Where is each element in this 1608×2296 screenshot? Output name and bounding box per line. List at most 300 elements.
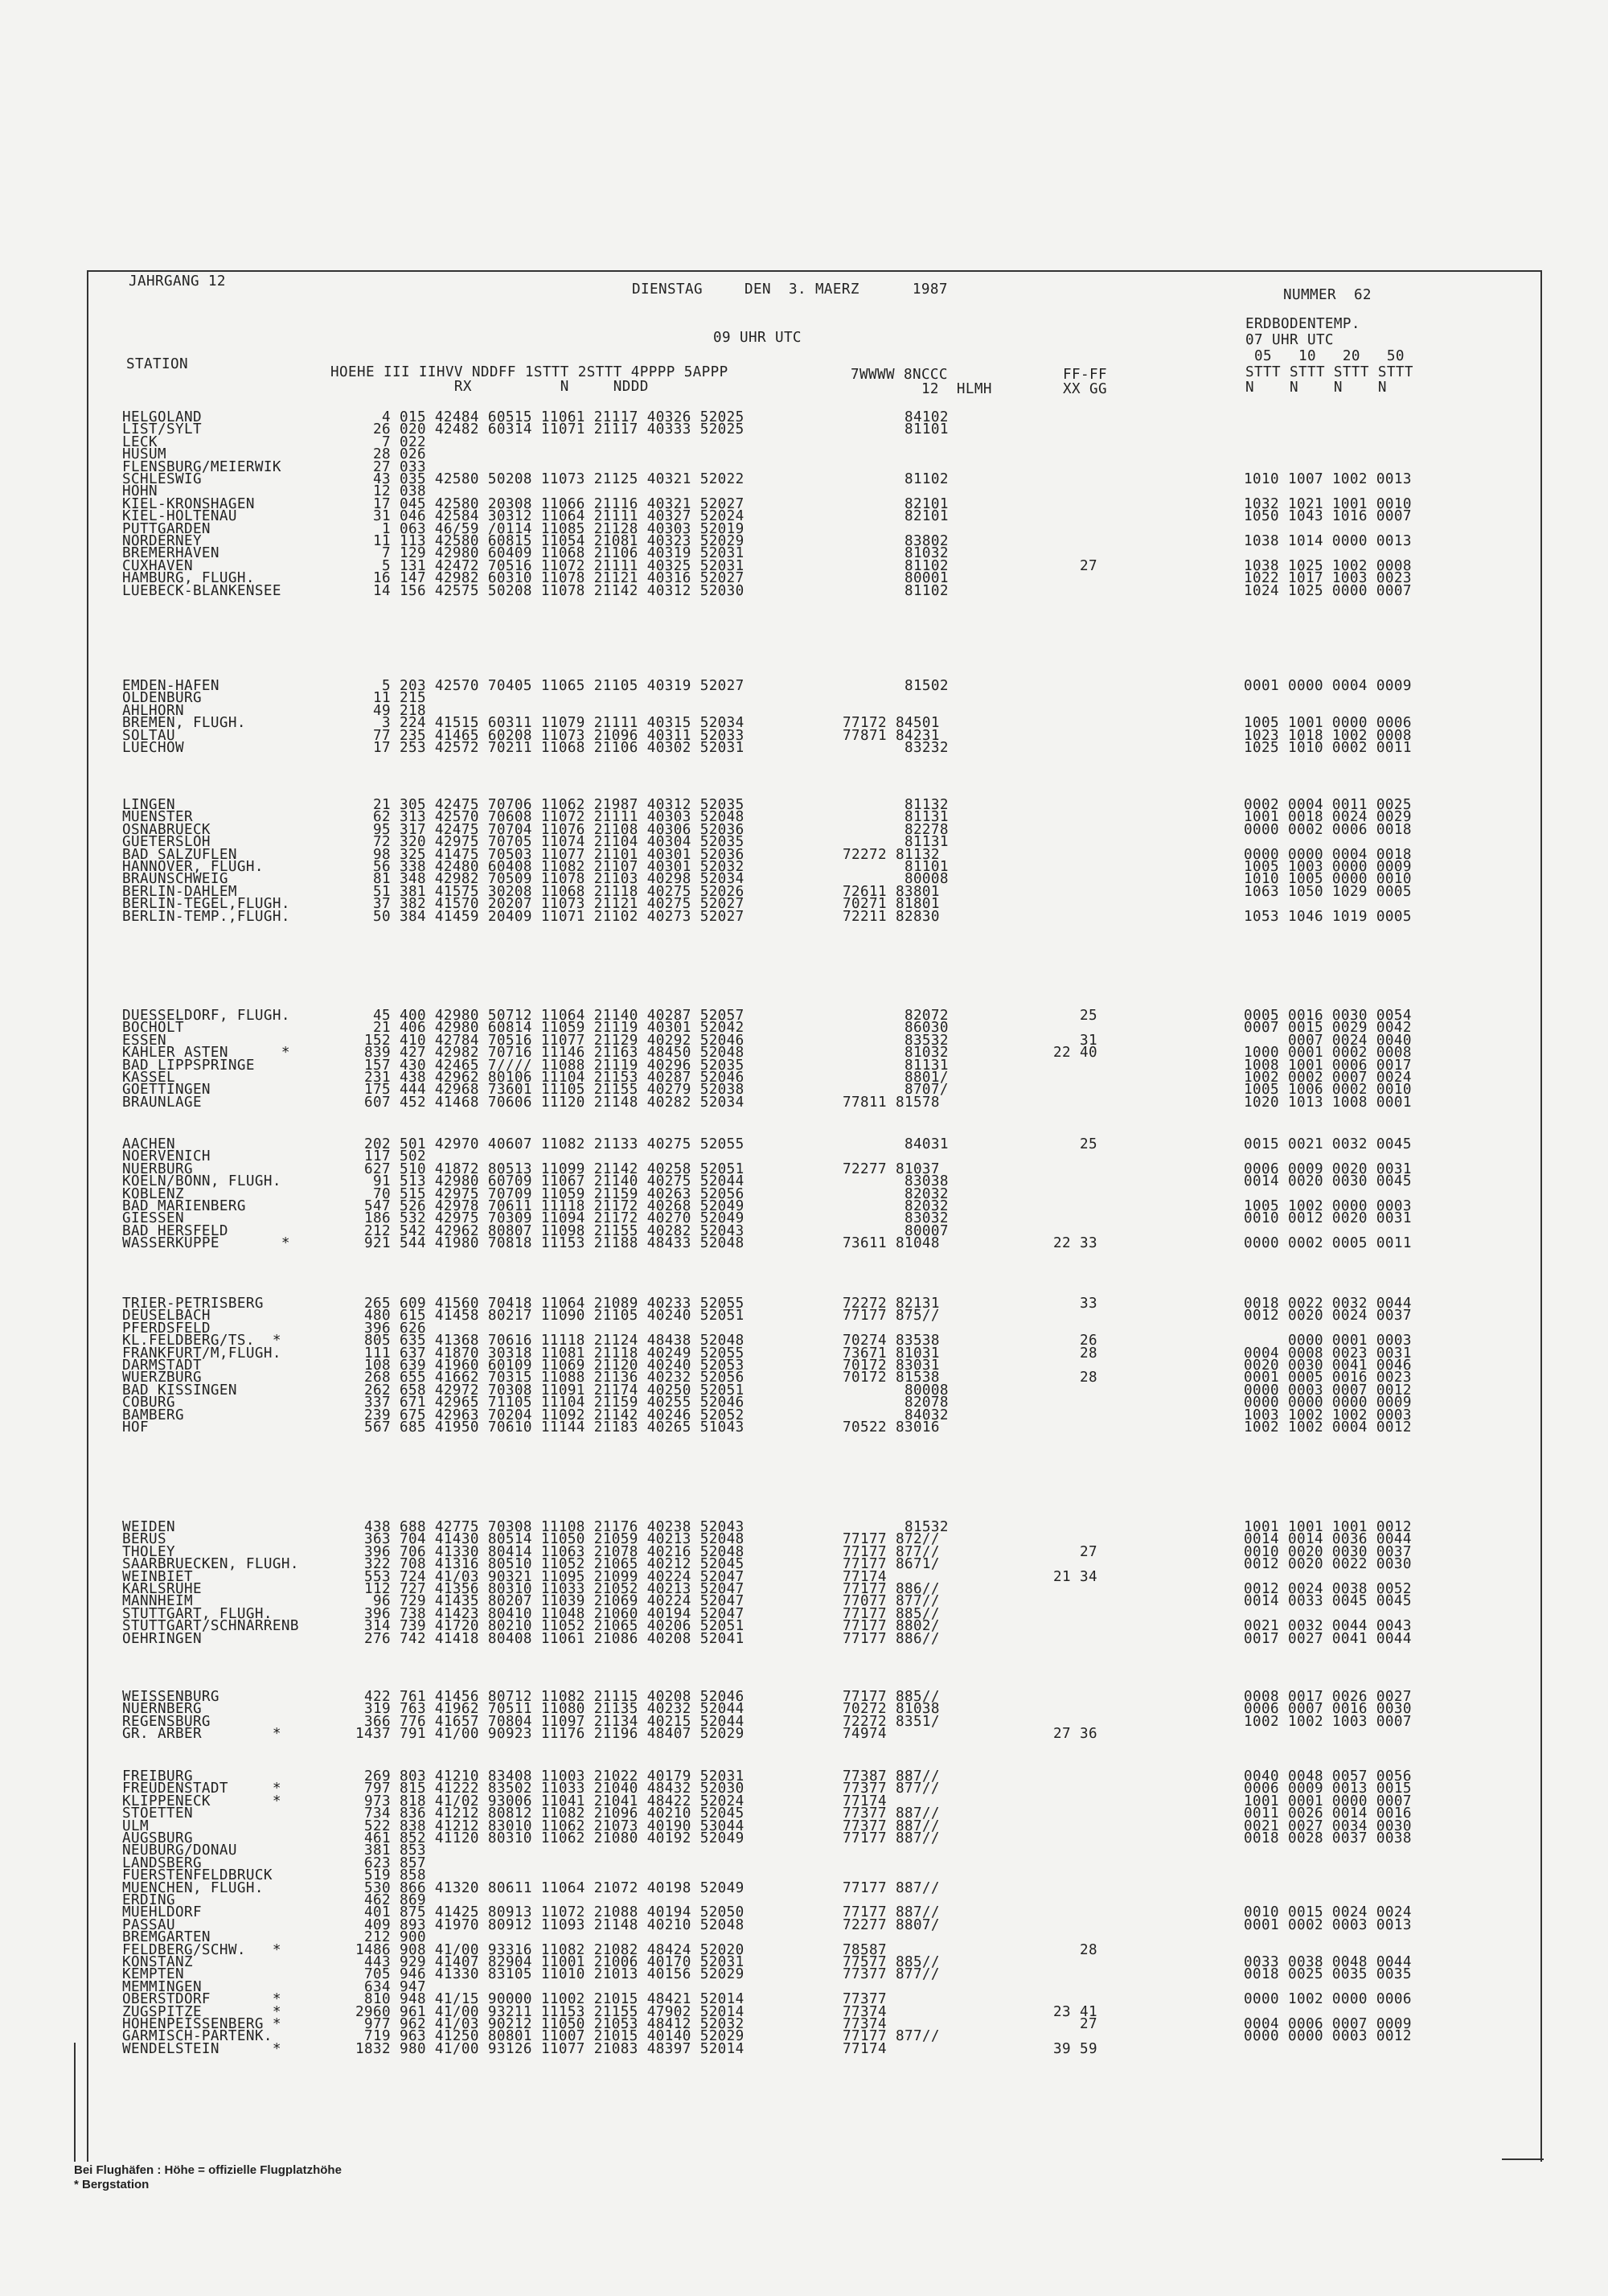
station-data: 705 946 41330 83105 11010 21013 40156 52029 xyxy=(355,1966,745,1982)
station-data: 4 015 42484 60515 11061 21117 40326 52025 xyxy=(355,409,745,425)
synop-group: 77177 887// xyxy=(843,1880,940,1896)
station-name: GARMISCH-PARTENK. xyxy=(122,2028,273,2044)
station-data: 202 501 42970 40607 11082 21133 40275 52055 xyxy=(355,1136,745,1152)
wind-column-header: FF-FF xyxy=(1063,367,1107,383)
soil-temperatures: 0012 0024 0038 0052 xyxy=(1244,1581,1412,1597)
station-name: STUTTGART/SCHNARRENB xyxy=(122,1618,299,1634)
station-data: 7 129 42980 60409 11068 21106 40319 52031 xyxy=(355,545,745,561)
synop-group: 77177 877// xyxy=(843,1544,940,1560)
synop-group: 81502 xyxy=(843,678,949,694)
station-column-header: STATION xyxy=(126,356,188,372)
station-data: 31 046 42584 30312 11064 21111 40327 52024 xyxy=(355,508,745,524)
station-data: 45 400 42980 50712 11064 21140 40287 52057 xyxy=(355,1008,745,1024)
synop-group: 77177 8802/ xyxy=(843,1618,940,1634)
synop-group: 77377 887// xyxy=(843,1818,940,1834)
soil-temperatures: 0000 0002 0006 0018 xyxy=(1244,822,1412,838)
synop-group: 77172 84501 xyxy=(843,715,940,731)
station-name: BOCHOLT xyxy=(122,1020,184,1036)
station-data: 797 815 41222 83502 11033 21040 48432 52030 xyxy=(355,1781,745,1797)
soil-temperatures: 0000 0000 0003 0012 xyxy=(1244,2028,1412,2044)
synop-group: 77377 877// xyxy=(843,1966,940,1982)
synop-group: 81131 xyxy=(843,1058,949,1074)
station-data: 547 526 42978 70611 11118 21172 40268 52049 xyxy=(355,1198,745,1214)
station-data: 21 305 42475 70706 11062 21987 40312 52035 xyxy=(355,797,745,813)
station-name: WENDELSTEIN * xyxy=(122,2041,281,2057)
station-name: HELGOLAND xyxy=(122,409,202,425)
station-data: 26 020 42482 60314 11071 21117 40333 52025 xyxy=(355,421,745,437)
station-data: 152 410 42784 70516 11077 21129 40292 52046 xyxy=(355,1033,745,1049)
wind-group: 31 xyxy=(1053,1033,1097,1049)
station-name: WUERZBURG xyxy=(122,1370,202,1386)
station-data: 314 739 41720 80210 11052 21065 40206 52051 xyxy=(355,1618,745,1634)
soil-temperatures: 0004 0008 0023 0031 xyxy=(1244,1345,1412,1362)
soil-temperatures: 0010 0020 0030 0037 xyxy=(1244,1544,1412,1560)
soil-temperatures: 0007 0015 0029 0042 xyxy=(1244,1020,1412,1036)
soil-temperatures: 0000 0000 0000 0009 xyxy=(1244,1394,1412,1411)
station-name: FRANKFURT/M,FLUGH. xyxy=(122,1345,281,1362)
synop-group: 77377 xyxy=(843,1991,887,2007)
station-data: 56 338 42480 60408 11082 21107 40301 52032 xyxy=(355,859,745,875)
station-data: 157 430 42465 7//// 11088 21119 40296 52035 xyxy=(355,1058,745,1074)
weekday-label: DIENSTAG xyxy=(632,281,703,298)
station-data: 381 853 xyxy=(355,1842,426,1859)
soil-temperatures: 0001 0005 0016 0023 xyxy=(1244,1370,1412,1386)
synop-group: 80007 xyxy=(843,1223,949,1239)
station-data: 396 706 41330 80414 11063 21078 40216 52048 xyxy=(355,1544,745,1560)
soil-temperatures: 1050 1043 1016 0007 xyxy=(1244,508,1412,524)
synop-group: 77374 xyxy=(843,2016,887,2032)
station-data: 810 948 41/15 90000 11002 21015 48421 52014 xyxy=(355,1991,745,2007)
synop-group: 77174 xyxy=(843,2041,887,2057)
station-name: ESSEN xyxy=(122,1033,166,1049)
synop-group: 74974 xyxy=(843,1726,887,1742)
synop-group: 70172 83031 xyxy=(843,1357,940,1374)
station-name: ERDING xyxy=(122,1892,175,1908)
wind-group: 21 34 xyxy=(1053,1569,1097,1585)
synop-group: 73671 81031 xyxy=(843,1345,940,1362)
synop-group: 84032 xyxy=(843,1407,949,1423)
soil-temperatures: 0006 0009 0020 0031 xyxy=(1244,1161,1412,1177)
synop-group: 73611 81048 xyxy=(843,1235,940,1251)
station-data: 43 035 42580 50208 11073 21125 40321 52022 xyxy=(355,471,745,487)
station-name: FELDBERG/SCHW. * xyxy=(122,1942,281,1958)
station-name: KOELN/BONN, FLUGH. xyxy=(122,1173,281,1189)
station-name: ULM xyxy=(122,1818,149,1834)
soil-temperatures: 1010 1005 0000 0010 xyxy=(1244,871,1412,887)
station-data: 262 658 42972 70308 11091 21174 40250 52051 xyxy=(355,1382,745,1399)
station-name: BAD KISSINGEN xyxy=(122,1382,237,1399)
station-data: 276 742 41418 80408 11061 21086 40208 52041 xyxy=(355,1631,745,1647)
soil-temperatures: 0008 0017 0026 0027 xyxy=(1244,1689,1412,1705)
station-data: 186 532 42975 70309 11094 21172 40270 52049 xyxy=(355,1210,745,1226)
volume-label: JAHRGANG 12 xyxy=(129,273,226,290)
station-data: 438 688 42775 70308 11108 21176 40238 52043 xyxy=(355,1519,745,1535)
synop-group: 82032 xyxy=(843,1198,949,1214)
station-data: 81 348 42982 70509 11078 21103 40298 52034 xyxy=(355,871,745,887)
wind-group: 22 40 xyxy=(1053,1045,1097,1061)
soil-temperatures: 0014 0020 0030 0045 xyxy=(1244,1173,1412,1189)
soil-temperatures: 0015 0021 0032 0045 xyxy=(1244,1136,1412,1152)
soil-temperatures: 0000 0000 0004 0018 xyxy=(1244,847,1412,863)
station-name: MUENSTER xyxy=(122,809,193,825)
wind-group: 33 xyxy=(1053,1296,1097,1312)
synop-group: 81131 xyxy=(843,834,949,850)
footnotes xyxy=(74,2163,342,2192)
station-name: BAD LIPPSPRINGE xyxy=(122,1058,255,1074)
synop-group: 77177 877// xyxy=(843,2028,940,2044)
soil-temperatures: 0004 0006 0007 0009 xyxy=(1244,2016,1412,2032)
station-name: BERLIN-DAHLEM xyxy=(122,884,237,900)
soil-temperatures: 0014 0014 0036 0044 xyxy=(1244,1531,1412,1547)
footnote-airport: Bei Flughäfen : Höhe = offizielle Flugplatzhöhe xyxy=(74,2163,342,2177)
soil-temperatures: 0033 0038 0048 0044 xyxy=(1244,1954,1412,1970)
synop-group: 82278 xyxy=(843,822,949,838)
soil-column-subheader: N N N N xyxy=(1245,380,1387,396)
station-name: GOETTINGEN xyxy=(122,1082,211,1098)
station-name: HANNOVER, FLUGH. xyxy=(122,859,264,875)
soil-temperatures: 0017 0027 0041 0044 xyxy=(1244,1631,1412,1647)
station-data: 212 542 42962 80807 11098 21155 40282 52043 xyxy=(355,1223,745,1239)
soil-temperatures: 0000 0002 0005 0011 xyxy=(1244,1235,1412,1251)
synop-group: 77811 81578 xyxy=(843,1095,940,1111)
synop-group: 83232 xyxy=(843,740,949,756)
station-name: BAD HERSFELD xyxy=(122,1223,228,1239)
synop-group: 81101 xyxy=(843,859,949,875)
soil-temperatures: 1001 0018 0024 0029 xyxy=(1244,809,1412,825)
station-name: SAARBRUECKEN, FLUGH. xyxy=(122,1556,299,1572)
station-data: 175 444 42968 73601 11105 21155 40279 52038 xyxy=(355,1082,745,1098)
station-data: 7 022 xyxy=(355,434,426,450)
station-data: 51 381 41575 30208 11068 21118 40275 52026 xyxy=(355,884,745,900)
station-data: 396 626 xyxy=(355,1321,426,1337)
station-name: STOETTEN xyxy=(122,1805,193,1822)
wind-group: 27 xyxy=(1053,558,1097,574)
station-data: 1 063 46/59 /0114 11085 21128 40303 52019 xyxy=(355,521,745,537)
station-data: 95 317 42475 70704 11076 21108 40306 52036 xyxy=(355,822,745,838)
wind-group: 28 xyxy=(1053,1345,1097,1362)
station-data: 91 513 42980 60709 11067 21140 40275 52044 xyxy=(355,1173,745,1189)
soil-temperatures: 0002 0004 0011 0025 xyxy=(1244,797,1412,813)
frame-left-tick xyxy=(74,2043,76,2162)
soil-temperatures: 1002 1002 0004 0012 xyxy=(1244,1419,1412,1436)
synop-group: 72272 82131 xyxy=(843,1296,940,1312)
synop-group: 83802 xyxy=(843,533,949,549)
station-data: 567 685 41950 70610 11144 21183 40265 51043 xyxy=(355,1419,745,1436)
station-name: KONSTANZ xyxy=(122,1954,193,1970)
station-name: OSNABRUECK xyxy=(122,822,211,838)
soil-temperatures: 0000 0003 0007 0012 xyxy=(1244,1382,1412,1399)
synop-group: 83038 xyxy=(843,1173,949,1189)
frame-bottom-rule xyxy=(1502,2158,1544,2160)
synop-group: 77177 872// xyxy=(843,1531,940,1547)
synop-group: 77177 885// xyxy=(843,1606,940,1622)
synop-column-subheader: 12 HLMH xyxy=(851,381,992,397)
soil-temperatures: 0007 0024 0040 xyxy=(1244,1033,1412,1049)
station-data: 3 224 41515 60311 11079 21111 40315 52034 xyxy=(355,715,745,731)
station-data: 17 045 42580 20308 11066 21116 40321 52027 xyxy=(355,496,745,512)
station-name: NEUBURG/DONAU xyxy=(122,1842,237,1859)
station-data: 269 803 41210 83408 11003 21022 40179 52031 xyxy=(355,1768,745,1785)
synop-group: 77177 885// xyxy=(843,1689,940,1705)
wind-group: 27 xyxy=(1053,2016,1097,2032)
station-data: 319 763 41962 70511 11080 21135 40232 52044 xyxy=(355,1701,745,1717)
soil-temperatures: 0006 0009 0013 0015 xyxy=(1244,1781,1412,1797)
station-data: 17 253 42572 70211 11068 21106 40302 52031 xyxy=(355,740,745,756)
station-name: KEMPTEN xyxy=(122,1966,184,1982)
station-name: HOHN xyxy=(122,483,158,499)
station-name: FLENSBURG/MEIERWIK xyxy=(122,459,281,475)
station-data: 212 900 xyxy=(355,1929,426,1945)
station-name: NOERVENICH xyxy=(122,1148,211,1164)
soil-temperatures: 0020 0030 0041 0046 xyxy=(1244,1357,1412,1374)
station-data: 12 038 xyxy=(355,483,426,499)
synop-group: 82032 xyxy=(843,1186,949,1202)
issue-number: NUMMER 62 xyxy=(1283,287,1372,303)
station-name: KASSEL xyxy=(122,1070,175,1086)
station-data: 530 866 41320 80611 11064 21072 40198 52049 xyxy=(355,1880,745,1896)
station-name: BRAUNLAGE xyxy=(122,1095,202,1111)
station-data: 37 382 41570 20207 11073 21121 40275 52027 xyxy=(355,896,745,912)
synop-group: 70274 83538 xyxy=(843,1333,940,1349)
soil-temperatures: 0005 0016 0030 0054 xyxy=(1244,1008,1412,1024)
station-data: 973 818 41/02 93006 11041 21041 48422 52024 xyxy=(355,1793,745,1809)
station-data: 553 724 41/03 90321 11095 21099 40224 52047 xyxy=(355,1569,745,1585)
station-data: 921 544 41980 70818 11153 21188 48433 52048 xyxy=(355,1235,745,1251)
station-data: 522 838 41212 83010 11062 21073 40190 53044 xyxy=(355,1818,745,1834)
station-name: SOLTAU xyxy=(122,728,175,744)
station-name: HOHENPEISSENBERG * xyxy=(122,2016,281,2032)
wind-group: 25 xyxy=(1053,1008,1097,1024)
soil-temperatures: 0014 0033 0045 0045 xyxy=(1244,1593,1412,1609)
date-label: DEN 3. MAERZ 1987 xyxy=(745,281,948,298)
station-data: 805 635 41368 70616 11118 21124 48438 52048 xyxy=(355,1333,745,1349)
soil-temperatures: 0012 0020 0024 0037 xyxy=(1244,1308,1412,1324)
synop-group: 8707/ xyxy=(843,1082,949,1098)
station-data: 977 962 41/03 90212 11050 21053 48412 52032 xyxy=(355,2016,745,2032)
soil-temperatures: 1053 1046 1019 0005 xyxy=(1244,909,1412,925)
synop-group: 83532 xyxy=(843,1033,949,1049)
synop-group: 78587 xyxy=(843,1942,887,1958)
station-name: WEISSENBURG xyxy=(122,1689,219,1705)
soil-temperatures: 1023 1018 1002 0008 xyxy=(1244,728,1412,744)
station-name: FREIBURG xyxy=(122,1768,193,1785)
synop-group: 81132 xyxy=(843,797,949,813)
station-data: 396 738 41423 80410 11048 21060 40194 52047 xyxy=(355,1606,745,1622)
station-name: SCHLESWIG xyxy=(122,471,202,487)
station-name: BAMBERG xyxy=(122,1407,184,1423)
soil-temperatures: 1032 1021 1001 0010 xyxy=(1244,496,1412,512)
station-name: BREMGARTEN xyxy=(122,1929,211,1945)
station-name: OEHRINGEN xyxy=(122,1631,202,1647)
synop-group: 81032 xyxy=(843,1045,949,1061)
synop-group: 77577 885// xyxy=(843,1954,940,1970)
station-name: DUESSELDORF, FLUGH. xyxy=(122,1008,290,1024)
station-data: 111 637 41870 30318 11081 21118 40249 52055 xyxy=(355,1345,745,1362)
synop-group: 77174 xyxy=(843,1793,887,1809)
synop-group: 80001 xyxy=(843,570,949,586)
soil-temperatures: 1063 1050 1029 0005 xyxy=(1244,884,1412,900)
station-data: 366 776 41657 70804 11097 21134 40215 52044 xyxy=(355,1714,745,1730)
synop-group: 77871 84231 xyxy=(843,728,940,744)
synop-group: 77377 877// xyxy=(843,1781,940,1797)
station-name: REGENSBURG xyxy=(122,1714,211,1730)
synop-group: 82101 xyxy=(843,496,949,512)
station-name: WASSERKUPPE * xyxy=(122,1235,290,1251)
station-data: 627 510 41872 80513 11099 21142 40258 52051 xyxy=(355,1161,745,1177)
synop-group: 80008 xyxy=(843,1382,949,1399)
synop-group: 77387 887// xyxy=(843,1768,940,1785)
station-name: KAHLER ASTEN * xyxy=(122,1045,290,1061)
station-data: 21 406 42980 60814 11059 21119 40301 52042 xyxy=(355,1020,745,1036)
footnote-mountain: * Bergstation xyxy=(74,2178,150,2191)
station-name: GR. ARBER * xyxy=(122,1726,281,1742)
station-name: FUERSTENFELDBRUCK xyxy=(122,1867,273,1883)
station-data: 409 893 41970 80912 11093 21148 40210 52048 xyxy=(355,1917,745,1933)
soil-temperatures: 1025 1010 0002 0011 xyxy=(1244,740,1412,756)
synop-group: 81101 xyxy=(843,421,949,437)
synop-group: 77177 886// xyxy=(843,1581,940,1597)
station-name: KL.FELDBERG/TS. * xyxy=(122,1333,281,1349)
synop-group: 81032 xyxy=(843,545,949,561)
wind-column-subheader: XX GG xyxy=(1063,381,1107,397)
station-data: 49 218 xyxy=(355,703,426,719)
station-data: 634 947 xyxy=(355,1979,426,1995)
synop-group: 84102 xyxy=(843,409,949,425)
soil-temperatures: 1002 1002 1003 0007 xyxy=(1244,1714,1412,1730)
station-name: PASSAU xyxy=(122,1917,175,1933)
station-data: 265 609 41560 70418 11064 21089 40233 52055 xyxy=(355,1296,745,1312)
wind-group: 26 xyxy=(1053,1333,1097,1349)
synop-group: 8801/ xyxy=(843,1070,949,1086)
synop-group: 77177 887// xyxy=(843,1830,940,1846)
station-name: MEMMINGEN xyxy=(122,1979,202,1995)
station-name: AUGSBURG xyxy=(122,1830,193,1846)
station-name: BAD SALZUFLEN xyxy=(122,847,237,863)
soil-temperatures: 0021 0027 0034 0030 xyxy=(1244,1818,1412,1834)
station-name: BRAUNSCHWEIG xyxy=(122,871,228,887)
station-data: 27 033 xyxy=(355,459,426,475)
soil-temperatures: 1005 1002 0000 0003 xyxy=(1244,1198,1412,1214)
station-name: TRIER-PETRISBERG xyxy=(122,1296,264,1312)
station-name: CUXHAVEN xyxy=(122,558,193,574)
soil-temperatures: 1001 1001 1001 0012 xyxy=(1244,1519,1412,1535)
soil-temperatures: 0010 0012 0020 0031 xyxy=(1244,1210,1412,1226)
station-name: KIEL-KRONSHAGEN xyxy=(122,496,255,512)
station-name: LANDSBERG xyxy=(122,1855,202,1871)
synop-group: 77374 xyxy=(843,2004,887,2020)
soil-temperatures: 0040 0048 0057 0056 xyxy=(1244,1768,1412,1785)
synop-group: 77177 887// xyxy=(843,1904,940,1920)
soil-temperatures: 1020 1013 1008 0001 xyxy=(1244,1095,1412,1111)
station-name: AHLHORN xyxy=(122,703,184,719)
station-name: COBURG xyxy=(122,1394,175,1411)
synop-group: 77077 877// xyxy=(843,1593,940,1609)
station-name: DARMSTADT xyxy=(122,1357,202,1374)
soil-temperatures: 0000 1002 0000 0006 xyxy=(1244,1991,1412,2007)
observation-time: 09 UHR UTC xyxy=(713,330,802,346)
soil-temperatures: 0012 0020 0022 0030 xyxy=(1244,1556,1412,1572)
station-name: BREMERHAVEN xyxy=(122,545,219,561)
station-name: LIST/SYLT xyxy=(122,421,202,437)
soil-temperatures: 1001 0001 0000 0007 xyxy=(1244,1793,1412,1809)
soil-temperatures: 0018 0025 0035 0035 xyxy=(1244,1966,1412,1982)
soil-temperatures: 1002 0002 0007 0024 xyxy=(1244,1070,1412,1086)
synop-group: 80008 xyxy=(843,871,949,887)
station-name: BERLIN-TEGEL,FLUGH. xyxy=(122,896,290,912)
wind-group: 25 xyxy=(1053,1136,1097,1152)
station-name: BERUS xyxy=(122,1531,166,1547)
synop-group: 72611 83801 xyxy=(843,884,940,900)
wind-group: 27 36 xyxy=(1053,1726,1097,1742)
station-name: PFERDSFELD xyxy=(122,1321,211,1337)
wind-group: 39 59 xyxy=(1053,2041,1097,2057)
station-name: BREMEN, FLUGH. xyxy=(122,715,246,731)
synop-group: 84031 xyxy=(843,1136,949,1152)
synop-group: 72272 81132 xyxy=(843,847,940,863)
station-name: PUTTGARDEN xyxy=(122,521,211,537)
station-data: 98 325 41475 70503 11077 21101 40301 52036 xyxy=(355,847,745,863)
soil-depths: 05 10 20 50 xyxy=(1245,348,1405,364)
station-data: 1437 791 41/00 90923 11176 21196 48407 52029 xyxy=(355,1726,745,1742)
station-data: 462 869 xyxy=(355,1892,426,1908)
station-name: KOBLENZ xyxy=(122,1186,184,1202)
synop-group: 72277 8807/ xyxy=(843,1917,940,1933)
station-data: 239 675 42963 70204 11092 21142 40246 52052 xyxy=(355,1407,745,1423)
soil-temperatures: 1005 1003 0000 0009 xyxy=(1244,859,1412,875)
synop-group: 82072 xyxy=(843,1008,949,1024)
soil-temperatures: 0021 0032 0044 0043 xyxy=(1244,1618,1412,1634)
station-data: 72 320 42975 70705 11074 21104 40304 52035 xyxy=(355,834,745,850)
station-name: BAD MARIENBERG xyxy=(122,1198,246,1214)
station-data: 2960 961 41/00 93211 11153 21155 47902 52014 xyxy=(355,2004,745,2020)
station-name: LECK xyxy=(122,434,158,450)
synop-group: 77177 875// xyxy=(843,1308,940,1324)
station-name: THOLEY xyxy=(122,1544,175,1560)
station-data: 443 929 41407 82904 11001 21006 40170 52031 xyxy=(355,1954,745,1970)
station-data: 268 655 41662 70315 11088 21136 40232 52056 xyxy=(355,1370,745,1386)
station-data: 16 147 42982 60310 11078 21121 40316 52027 xyxy=(355,570,745,586)
station-name: LINGEN xyxy=(122,797,175,813)
synop-group: 82101 xyxy=(843,508,949,524)
station-data: 363 704 41430 80514 11050 21059 40213 52048 xyxy=(355,1531,745,1547)
soil-temperatures: 1008 1001 0006 0017 xyxy=(1244,1058,1412,1074)
station-data: 461 852 41120 80310 11062 21080 40192 52049 xyxy=(355,1830,745,1846)
station-name: HOF xyxy=(122,1419,149,1436)
soil-temp-time: 07 UHR UTC xyxy=(1245,332,1334,348)
soil-temperatures: 0018 0028 0037 0038 xyxy=(1244,1830,1412,1846)
synop-group: 81102 xyxy=(843,471,949,487)
synop-group: 81102 xyxy=(843,558,949,574)
synop-group: 83032 xyxy=(843,1210,949,1226)
station-data: 1486 908 41/00 93316 11082 21082 48424 52020 xyxy=(355,1942,745,1958)
synop-group: 77377 887// xyxy=(843,1805,940,1822)
station-data: 11 215 xyxy=(355,690,426,706)
synop-group: 86030 xyxy=(843,1020,949,1036)
wind-group: 27 xyxy=(1053,1544,1097,1560)
station-data: 607 452 41468 70606 11120 21148 40282 52034 xyxy=(355,1095,745,1111)
station-name: STUTTGART, FLUGH. xyxy=(122,1606,273,1622)
station-data: 96 729 41435 80207 11039 21069 40224 52047 xyxy=(355,1593,745,1609)
wind-group: 28 xyxy=(1053,1942,1097,1958)
station-name: HAMBURG, FLUGH. xyxy=(122,570,255,586)
soil-column-header: STTT STTT STTT STTT xyxy=(1245,364,1413,380)
station-name: GUETERSLOH xyxy=(122,834,211,850)
station-data: 422 761 41456 80712 11082 21115 40208 52046 xyxy=(355,1689,745,1705)
soil-temperatures: 0006 0007 0016 0030 xyxy=(1244,1701,1412,1717)
station-data: 14 156 42575 50208 11078 21142 40312 52030 xyxy=(355,583,745,599)
soil-temperatures: 1038 1025 1002 0008 xyxy=(1244,558,1412,574)
station-data: 11 113 42580 60815 11054 21081 40323 52029 xyxy=(355,533,745,549)
